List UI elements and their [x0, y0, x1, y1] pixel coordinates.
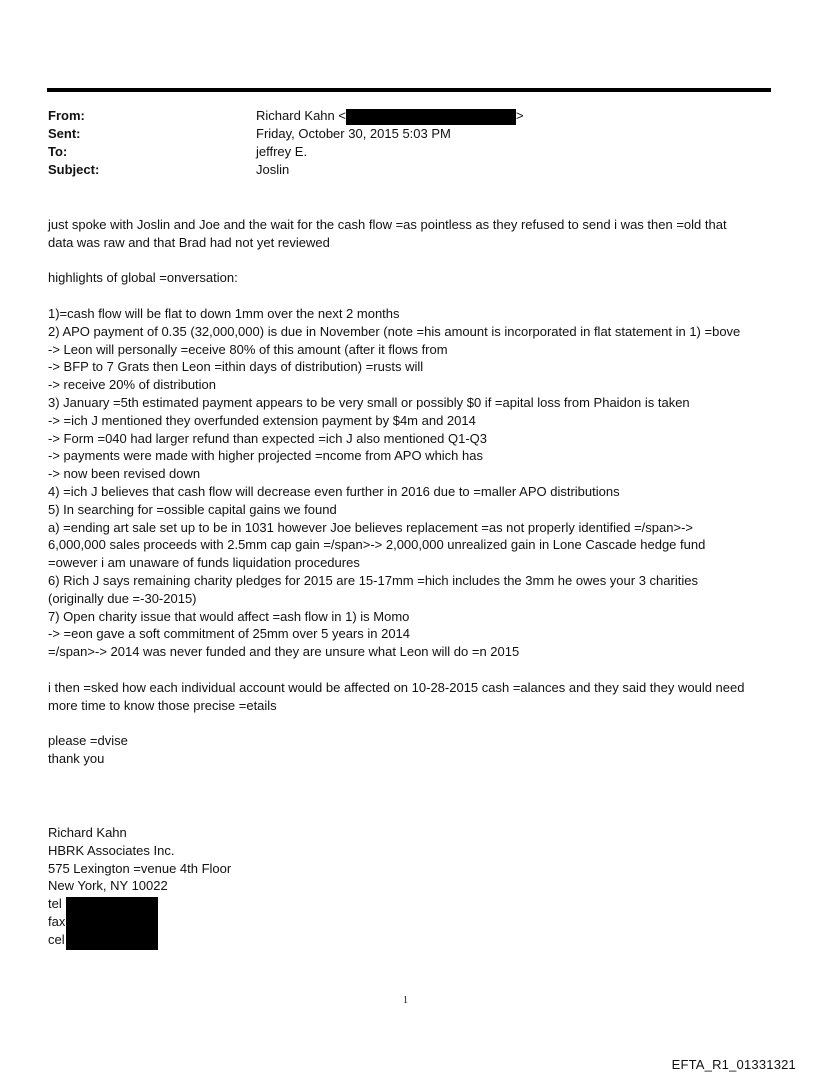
- redacted-email: [346, 109, 516, 125]
- body-line: 6) Rich J says remaining charity pledges for 2015 are 15-17mm =hich includes the 3mm he owes your 3 charities: [48, 572, 698, 588]
- body-line: =/span>-> 2014 was never funded and they are unsure what Leon will do =n 2015: [48, 644, 520, 660]
- body-line: 2) APO payment of 0.35 (32,000,000) is due in November (note =his amount is incorporated in flat statement in 1) =bove: [48, 323, 741, 339]
- signature-name: Richard Kahn: [48, 825, 127, 840]
- signature-fax-label: fax: [48, 913, 66, 929]
- to-label: To:: [48, 144, 68, 159]
- body-line: -> =eon gave a soft commitment of 25mm over 5 years in 2014: [48, 626, 411, 642]
- body-line: -> BFP to 7 Grats then Leon =ithin days of distribution) =rusts will: [48, 359, 424, 375]
- body-line: -> Leon will personally =eceive 80% of this amount (after it flows from: [48, 341, 448, 357]
- body-line: -> =ich J mentioned they overfunded extension payment by $4m and 2014: [48, 412, 476, 428]
- paragraph-gap: [48, 661, 778, 679]
- body-line: -> now been revised down: [48, 466, 201, 482]
- paragraph-gap: [48, 252, 778, 270]
- body-line: data was raw and that Brad had not yet reviewed: [48, 234, 330, 250]
- body-line: highlights of global =onversation:: [48, 270, 238, 286]
- body-line: 3) January =5th estimated payment appears to be very small or possibly $0 if =apital loss from Phaidon is taken: [48, 394, 690, 410]
- body-line: 7) Open charity issue that would affect =ash flow in 1) is Momo: [48, 608, 410, 624]
- redacted-phone-numbers: [66, 897, 158, 950]
- to-value: jeffrey E.: [256, 144, 308, 159]
- signature-company: HBRK Associates Inc.: [48, 842, 175, 858]
- paragraph-gap: [48, 714, 778, 732]
- subject-value: Joslin: [256, 162, 290, 177]
- page-number: 1: [403, 995, 408, 1006]
- body-line: i then =sked how each individual account would be affected on 10-28-2015 cash =alances and they said they would need: [48, 679, 745, 695]
- from-label: From:: [48, 108, 85, 123]
- body-line: more time to know those precise =etails: [48, 697, 277, 713]
- from-close: >: [515, 108, 524, 123]
- signature-cel-label: cel: [48, 931, 65, 947]
- body-line: -> receive 20% of distribution: [48, 377, 217, 393]
- subject-label: Subject:: [48, 162, 100, 177]
- sent-value: Friday, October 30, 2015 5:03 PM: [256, 126, 451, 141]
- body-line: please =dvise: [48, 733, 128, 749]
- body-line: 5) In searching for =ossible capital gains we found: [48, 501, 337, 517]
- body-line: 6,000,000 sales proceeds with 2.5mm cap gain =/span>-> 2,000,000 unrealized gain in Lone Cascade hedge fund: [48, 537, 706, 553]
- body-line: -> payments were made with higher projected =ncome from APO which has: [48, 448, 483, 464]
- body-line: 4) =ich J believes that cash flow will decrease even further in 2016 due to =maller APO distributions: [48, 483, 620, 499]
- email-body: [48, 216, 778, 768]
- sent-label: Sent:: [48, 126, 81, 141]
- paragraph-gap: [48, 287, 778, 305]
- body-line: (originally due =-30-2015): [48, 590, 197, 606]
- signature-address-line1: 575 Lexington =venue 4th Floor: [48, 860, 232, 876]
- signature-tel-label: tel: [48, 896, 62, 912]
- body-line: -> Form =040 had larger refund than expected =ich J also mentioned Q1-Q3: [48, 430, 488, 446]
- document-id: EFTA_R1_01331321: [671, 1057, 796, 1072]
- signature-address-line2: New York, NY 10022: [48, 878, 168, 894]
- body-line: thank you: [48, 750, 105, 766]
- body-line: just spoke with Joslin and Joe and the wait for the cash flow =as pointless as they refused to send i was then =old that: [48, 217, 727, 232]
- body-line: =owever i am unaware of funds liquidation procedures: [48, 555, 360, 571]
- header-rule: [47, 88, 771, 92]
- body-line: 1)=cash flow will be flat to down 1mm over the next 2 months: [48, 305, 400, 321]
- from-name: Richard Kahn <: [256, 108, 346, 123]
- body-line: a) =ending art sale set up to be in 1031 however Joe believes replacement =as not properly identified =/span>->: [48, 519, 693, 535]
- from-value: [256, 107, 524, 125]
